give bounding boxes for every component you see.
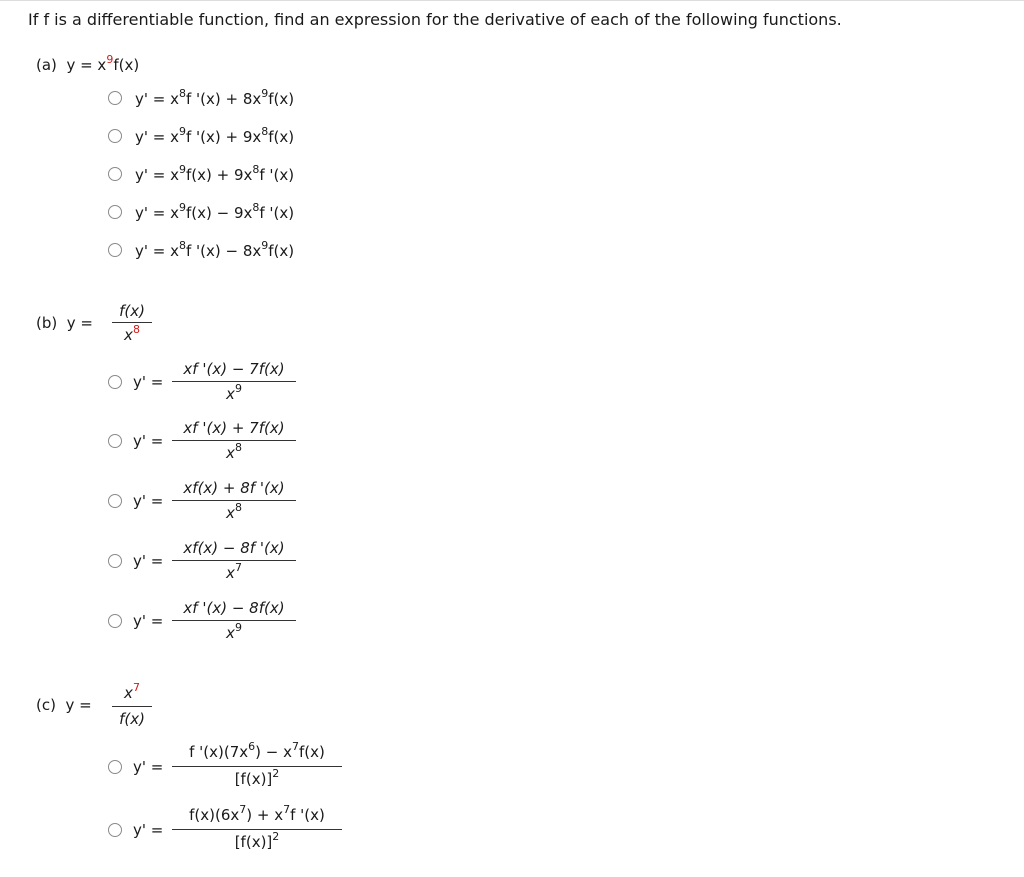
part-b-label-row: (b) y = (36, 314, 93, 332)
part-a-prompt: (a) $y = x^9f(x)$ (36, 53, 140, 74)
part-b-option-5-denominator[interactable]: $x^9$ (226, 621, 242, 642)
part-a-label: (a) (36, 56, 57, 74)
part-a-option-1-radio[interactable] (108, 91, 122, 105)
part-b-option-1-radio[interactable] (108, 375, 122, 389)
part-c-label-row: (c) y = (36, 696, 92, 714)
part-b-option-5-lhs[interactable]: y' = (133, 612, 164, 630)
part-b-option-5-radio[interactable] (108, 614, 122, 628)
part-b-denominator: $x^8$ (124, 323, 140, 344)
part-a-option-3[interactable]: $y' = x^9f(x) + 9x^8f$ '(x) (135, 163, 295, 184)
part-b-option-3-lhs[interactable]: y' = (133, 492, 164, 510)
part-b-option-2-lhs[interactable]: y' = (133, 432, 164, 450)
part-a-option-4[interactable]: $y' = x^9f(x) - 9x^8f$ '(x) (135, 201, 295, 222)
part-a-exponent: 9 (106, 53, 114, 66)
part-c-option-2-lhs[interactable]: y' = (133, 821, 164, 839)
part-b-option-3-denominator[interactable]: $x^8$ (226, 501, 242, 522)
part-c-option-2-denominator[interactable]: $[f(x)]^2$ (234, 830, 280, 851)
part-b-option-3-radio[interactable] (108, 494, 122, 508)
part-c-label: (c) (36, 696, 56, 714)
part-c-numerator: $x^7$ (124, 681, 140, 702)
question-intro: If f is a differentiable function, find an expression for the derivative of each of the following functions. (28, 10, 842, 29)
part-b-option-2-radio[interactable] (108, 434, 122, 448)
part-c-fraction-bar (112, 706, 152, 707)
part-b-option-4-numerator[interactable]: xf(x) − 8f '(x) (183, 539, 285, 557)
part-b-option-1-bar (172, 381, 296, 382)
part-a-option-5-radio[interactable] (108, 243, 122, 257)
part-b-option-3-bar (172, 500, 296, 501)
part-c-option-2-numerator[interactable]: $f(x)(6x^7) + x^7f$ '(x) (189, 803, 325, 824)
part-c-denominator: f(x) (119, 710, 145, 728)
part-a-option-1[interactable]: $y' = x^8f$ '$(x) + 8x^9f(x)$ (135, 87, 295, 108)
part-c-option-2-bar (172, 829, 342, 830)
top-divider (0, 0, 1024, 1)
part-a-option-2[interactable]: $y' = x^9f$ '$(x) + 9x^8f(x)$ (135, 125, 295, 146)
part-a-option-2-radio[interactable] (108, 129, 122, 143)
part-c-option-1-numerator[interactable]: f '$(x)(7x^6) - x^7f(x)$ (189, 740, 325, 761)
part-a-option-5[interactable]: $y' = x^8f$ '$(x) - 8x^9f(x)$ (135, 239, 295, 260)
part-b-option-4-lhs[interactable]: y' = (133, 552, 164, 570)
part-b-option-2-numerator[interactable]: xf '(x) + 7f(x) (183, 419, 285, 437)
part-a-option-4-radio[interactable] (108, 205, 122, 219)
part-b-fraction-bar (112, 322, 152, 323)
part-b-option-4-radio[interactable] (108, 554, 122, 568)
part-b-option-3-numerator[interactable]: xf(x) + 8f '(x) (183, 479, 285, 497)
part-c-option-1-lhs[interactable]: y' = (133, 758, 164, 776)
part-b-option-1-lhs[interactable]: y' = (133, 373, 164, 391)
part-c-option-1-bar (172, 766, 342, 767)
part-b-numerator: f(x) (119, 302, 145, 320)
part-c-option-1-radio[interactable] (108, 760, 122, 774)
part-a-option-3-radio[interactable] (108, 167, 122, 181)
part-b-option-4-denominator[interactable]: $x^7$ (226, 561, 242, 582)
part-b-option-1-numerator[interactable]: xf '(x) − 7f(x) (183, 360, 285, 378)
part-c-option-1-denominator[interactable]: $[f(x)]^2$ (234, 767, 280, 788)
part-b-option-4-bar (172, 560, 296, 561)
part-b-option-1-denominator[interactable]: $x^9$ (226, 382, 242, 403)
part-b-label: (b) (36, 314, 58, 332)
part-b-option-5-bar (172, 620, 296, 621)
part-b-option-5-numerator[interactable]: xf '(x) − 8f(x) (183, 599, 285, 617)
part-b-option-2-bar (172, 440, 296, 441)
part-c-option-2-radio[interactable] (108, 823, 122, 837)
part-b-option-2-denominator[interactable]: $x^8$ (226, 441, 242, 462)
